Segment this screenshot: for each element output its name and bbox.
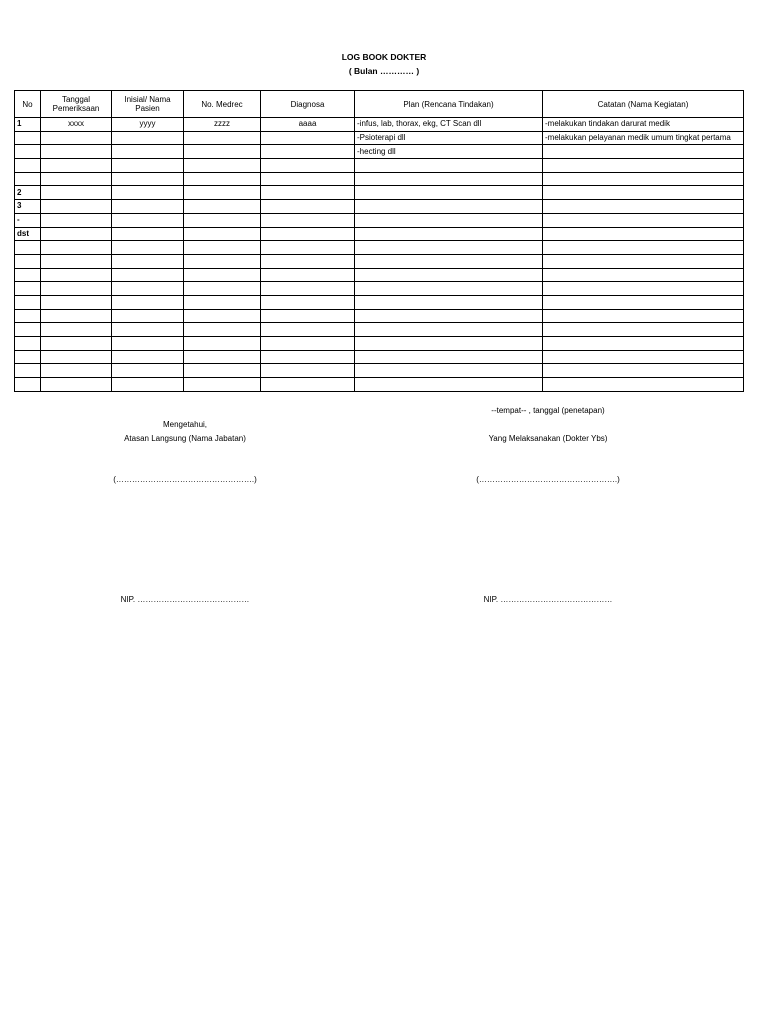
cell-no: 3 [15,200,41,214]
cell-diagnosa [261,186,355,200]
table-row [15,295,744,309]
cell-inisial [112,145,184,159]
cell-no [15,254,41,268]
left-sign-nip: NIP. …………………………………… [120,595,250,604]
cell-medrec [184,309,261,323]
header-plan: Plan (Rencana Tindakan) [355,91,543,118]
cell-tanggal [41,295,112,309]
header-tanggal: Tanggal Pemeriksaan [41,91,112,118]
cell-diagnosa [261,309,355,323]
cell-diagnosa [261,200,355,214]
cell-no [15,172,41,186]
cell-medrec [184,131,261,145]
table-row [15,282,744,296]
cell-medrec [184,145,261,159]
document-subtitle: ( Bulan ………… ) [348,66,420,76]
cell-catatan [543,378,744,392]
cell-inisial [112,200,184,214]
cell-no [15,131,41,145]
cell-no [15,337,41,351]
left-sign-blank: (…………………………………………….) [113,475,257,484]
header-no: No [15,91,41,118]
cell-medrec [184,159,261,173]
cell-plan [355,364,543,378]
cell-diagnosa [261,378,355,392]
cell-catatan: -melakukan pelayanan medik umum tingkat pertama [543,131,744,145]
cell-medrec [184,364,261,378]
table-row [15,364,744,378]
cell-inisial [112,364,184,378]
cell-diagnosa [261,282,355,296]
cell-medrec [184,282,261,296]
cell-plan: -infus, lab, thorax, ekg, CT Scan dll [355,118,543,132]
cell-medrec [184,200,261,214]
cell-tanggal [41,350,112,364]
cell-catatan [543,145,744,159]
cell-plan: -Psioterapi dll [355,131,543,145]
cell-inisial [112,323,184,337]
cell-diagnosa [261,295,355,309]
cell-inisial [112,159,184,173]
header-inisial: Inisial/ Nama Pasien [112,91,184,118]
cell-catatan [543,295,744,309]
table-body [15,118,744,392]
table-row [15,227,744,241]
cell-plan [355,295,543,309]
cell-catatan [543,268,744,282]
cell-diagnosa [261,364,355,378]
table-row [15,241,744,255]
cell-no [15,145,41,159]
cell-catatan [543,337,744,351]
cell-catatan [543,364,744,378]
cell-tanggal [41,364,112,378]
cell-catatan: -melakukan tindakan darurat medik [543,118,744,132]
cell-no: - [15,213,41,227]
table-row [15,118,744,132]
cell-no [15,159,41,173]
log-table [14,90,744,392]
cell-medrec [184,337,261,351]
cell-plan [355,350,543,364]
cell-diagnosa [261,213,355,227]
cell-tanggal [41,254,112,268]
cell-catatan [543,200,744,214]
header-catatan: Catatan (Nama Kegiatan) [543,91,744,118]
cell-medrec [184,213,261,227]
cell-catatan [543,254,744,268]
cell-diagnosa [261,350,355,364]
document-title: LOG BOOK DOKTER [341,52,427,62]
cell-catatan [543,309,744,323]
cell-diagnosa [261,145,355,159]
cell-catatan [543,227,744,241]
right-place-date: --tempat-- , tanggal (penetapan) [491,406,605,415]
table-row [15,254,744,268]
cell-medrec [184,268,261,282]
cell-diagnosa [261,268,355,282]
cell-inisial [112,131,184,145]
cell-medrec [184,241,261,255]
cell-tanggal [41,227,112,241]
cell-inisial [112,337,184,351]
cell-diagnosa [261,131,355,145]
table-row [15,309,744,323]
cell-inisial [112,241,184,255]
cell-inisial [112,213,184,227]
table-row [15,186,744,200]
cell-plan [355,378,543,392]
table-row [15,268,744,282]
cell-inisial [112,268,184,282]
cell-no [15,241,41,255]
cell-inisial [112,172,184,186]
table-row [15,378,744,392]
cell-medrec [184,350,261,364]
cell-diagnosa [261,323,355,337]
cell-inisial [112,295,184,309]
header-medrec: No. Medrec [184,91,261,118]
cell-plan [355,309,543,323]
table-header-row [15,91,744,118]
cell-plan: -hecting dll [355,145,543,159]
cell-no [15,282,41,296]
table-row [15,323,744,337]
cell-plan [355,213,543,227]
cell-plan [355,268,543,282]
cell-tanggal [41,241,112,255]
cell-tanggal [41,172,112,186]
cell-inisial [112,227,184,241]
cell-medrec [184,323,261,337]
cell-tanggal [41,213,112,227]
right-sign-blank: (…………………………………………….) [476,475,620,484]
cell-inisial [112,350,184,364]
cell-tanggal [41,159,112,173]
left-sign-label: Mengetahui, [162,420,208,429]
cell-diagnosa [261,241,355,255]
cell-catatan [543,213,744,227]
cell-tanggal: xxxx [41,118,112,132]
cell-diagnosa [261,337,355,351]
table-row [15,145,744,159]
cell-medrec: zzzz [184,118,261,132]
cell-diagnosa [261,227,355,241]
table-row [15,200,744,214]
cell-plan [355,241,543,255]
cell-medrec [184,254,261,268]
cell-plan [355,186,543,200]
cell-plan [355,323,543,337]
cell-catatan [543,159,744,173]
cell-catatan [543,172,744,186]
cell-tanggal [41,200,112,214]
cell-inisial [112,282,184,296]
cell-no [15,309,41,323]
cell-tanggal [41,309,112,323]
table-row [15,159,744,173]
cell-plan [355,337,543,351]
cell-tanggal [41,145,112,159]
cell-plan [355,282,543,296]
cell-tanggal [41,268,112,282]
right-sign-nip: NIP. …………………………………… [483,595,613,604]
cell-tanggal [41,282,112,296]
cell-tanggal [41,131,112,145]
cell-tanggal [41,186,112,200]
cell-inisial [112,309,184,323]
table-row [15,350,744,364]
cell-no: 1 [15,118,41,132]
cell-no [15,268,41,282]
table-row [15,172,744,186]
cell-catatan [543,241,744,255]
cell-diagnosa [261,254,355,268]
cell-tanggal [41,323,112,337]
table-row [15,213,744,227]
left-sign-position: Atasan Langsung (Nama Jabatan) [124,434,246,443]
cell-catatan [543,350,744,364]
header-diagnosa: Diagnosa [261,91,355,118]
cell-medrec [184,378,261,392]
cell-no: 2 [15,186,41,200]
cell-inisial [112,186,184,200]
cell-diagnosa: aaaa [261,118,355,132]
cell-medrec [184,186,261,200]
cell-plan [355,159,543,173]
cell-no [15,295,41,309]
cell-no [15,378,41,392]
cell-inisial: yyyy [112,118,184,132]
cell-plan [355,254,543,268]
cell-tanggal [41,337,112,351]
cell-medrec [184,227,261,241]
cell-plan [355,200,543,214]
cell-inisial [112,254,184,268]
table-row [15,337,744,351]
cell-plan [355,172,543,186]
cell-no: dst [15,227,41,241]
cell-inisial [112,378,184,392]
cell-plan [355,227,543,241]
cell-catatan [543,323,744,337]
cell-medrec [184,295,261,309]
cell-catatan [543,282,744,296]
cell-diagnosa [261,172,355,186]
cell-diagnosa [261,159,355,173]
cell-medrec [184,172,261,186]
cell-tanggal [41,378,112,392]
cell-no [15,364,41,378]
right-sign-label: Yang Melaksanakan (Dokter Ybs) [488,434,608,443]
cell-no [15,323,41,337]
table-row [15,131,744,145]
cell-no [15,350,41,364]
cell-catatan [543,186,744,200]
